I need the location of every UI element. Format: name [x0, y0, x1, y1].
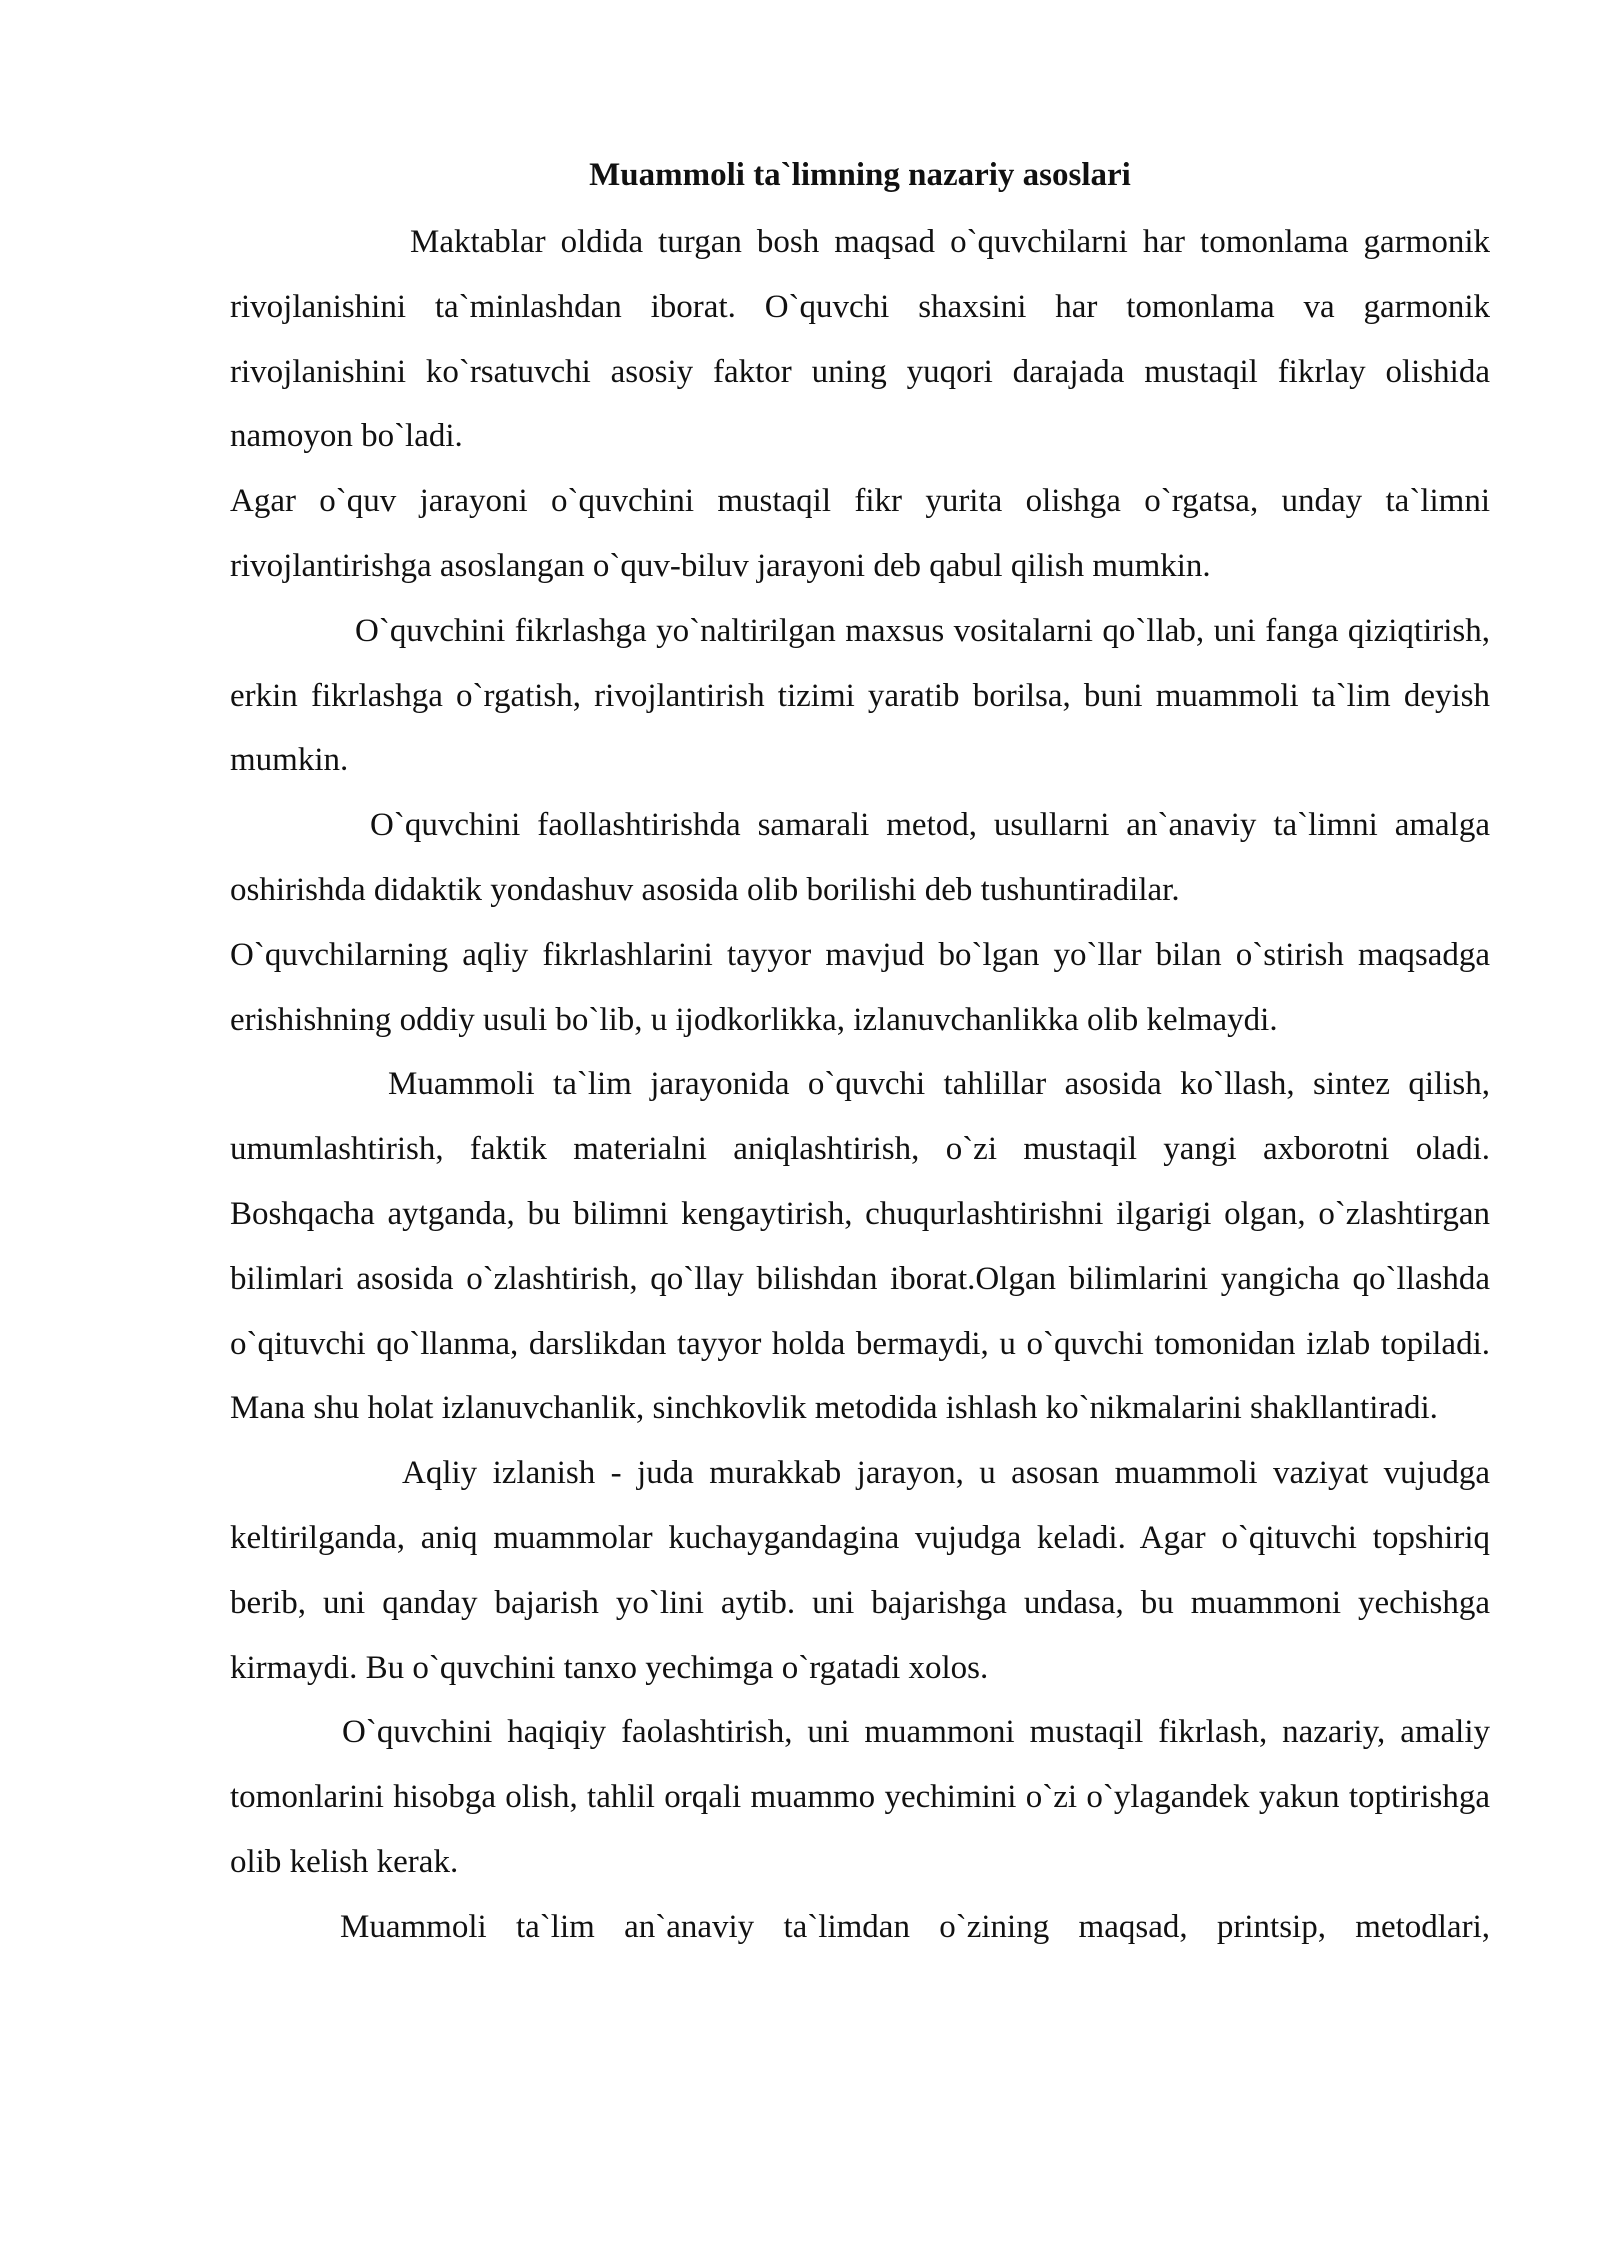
paragraph-6: Muammoli ta`lim jarayonida o`quvchi tahlillar asosida ko`llash, sintez qilish, umumlashtirish, faktik materialni aniqlashtirish, o`zi mustaqil yangi axborotni oladi. Boshqacha aytganda, bu bilimni kengaytirish, chuqurlashtirishni ilgarigi olgan, o`zlashtirgan bilimlari asosida o`zlashtirish, qo`llay bilishdan iborat.Olgan bilimlarini yangicha qo`llashda o`qituvchi qo`llanma, darslikdan tayyor holda bermaydi, u o`quvchi tomonidan izlab topiladi. Mana shu holat izlanuvchanlik, sinchkovlik metodida ishlash ko`nikmalarini shakllantiradi. [230, 1066, 1490, 1427]
paragraph-9: Muammoli ta`lim an`anaviy ta`limdan o`zining maqsad, printsip, metodlari, [340, 1908, 1490, 1945]
document-title: Muammoli ta`limning nazariy asoslari [589, 157, 1131, 193]
paragraph-5: O`quvchilarning aqliy fikrlashlarini tayyor mavjud bo`lgan yo`llar bilan o`stirish maqsadga erishishning oddiy usuli bo`lib, u ijodkorlikka, izlanuvchanlikka olib kelmaydi. [230, 936, 1490, 1038]
paragraph-7: Aqliy izlanish - juda murakkab jarayon, u asosan muammoli vaziyat vujudga keltirilganda, aniq muammolar kuchaygandagina vujudga keladi. Agar o`qituvchi topshiriq berib, uni qanday bajarish yo`lini aytib. uni bajarishga undasa, bu muammoni yechishga kirmaydi. Bu o`quvchini tanxo yechimga o`rgatadi xolos. [230, 1455, 1490, 1686]
paragraph-1: Maktablar oldida turgan bosh maqsad o`quvchilarni har tomonlama garmonik rivojlanishini ta`minlashdan iborat. O`quvchi shaxsini har tomonlama va garmonik rivojlanishini ko`rsatuvchi asosiy faktor uning yuqori darajada mustaqil fikrlay olishida namoyon bo`ladi. [230, 224, 1490, 455]
document-body [230, 210, 1490, 1960]
paragraph-2: Agar o`quv jarayoni o`quvchini mustaqil fikr yurita olishga o`rgatsa, unday ta`limni rivojlantirishga asoslangan o`quv-biluv jarayoni deb qabul qilish mumkin. [230, 483, 1490, 584]
paragraph-3: O`quvchini fikrlashga yo`naltirilgan maxsus vositalarni qo`llab, uni fanga qiziqtirish, erkin fikrlashga o`rgatish, rivojlantirish tizimi yaratib borilsa, buni muammoli ta`lim deyish mumkin. [230, 612, 1490, 779]
paragraph-8: O`quvchini haqiqiy faolashtirish, uni muammoni mustaqil fikrlash, nazariy, amaliy tomonlarini hisobga olish, tahlil orqali muammo yechimini o`zi o`ylagandek yakun toptirishga olib kelish kerak. [230, 1714, 1490, 1880]
paragraph-4: O`quvchini faollashtirishda samarali metod, usullarni an`anaviy ta`limni amalga oshirishda didaktik yondashuv asosida olib borilishi deb tushuntiradilar. [230, 807, 1490, 908]
